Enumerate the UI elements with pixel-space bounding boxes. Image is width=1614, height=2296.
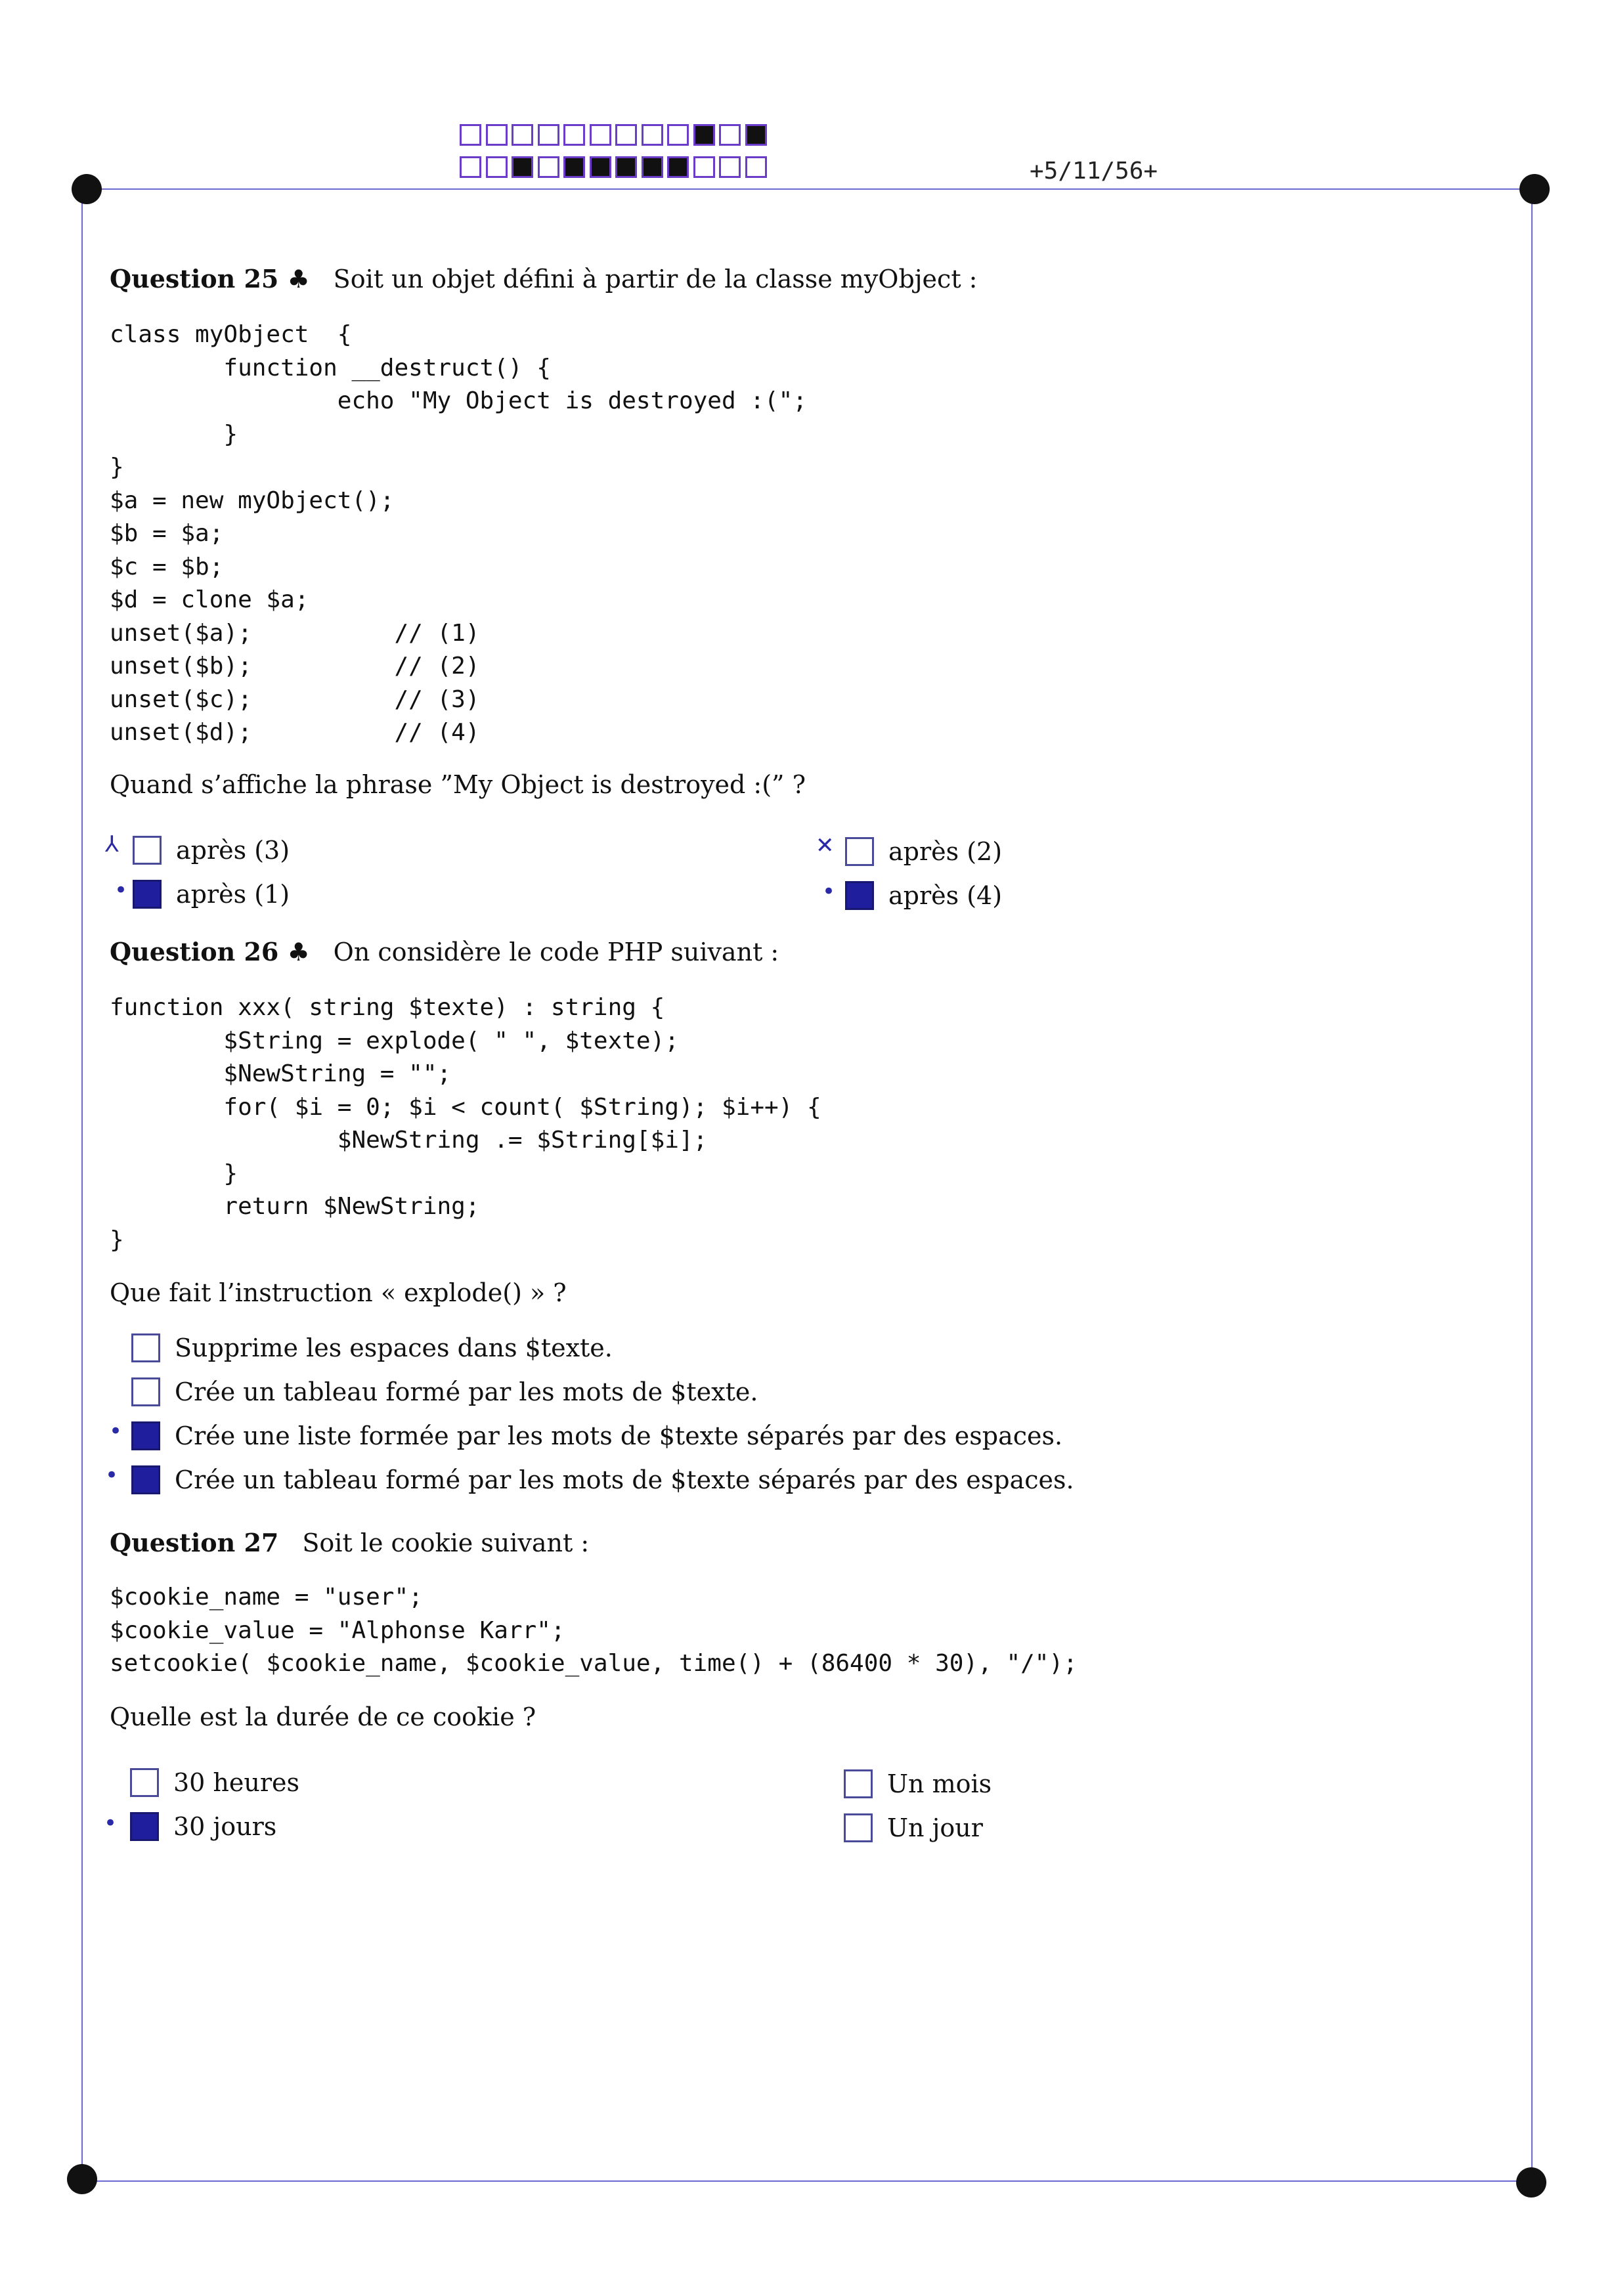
question-27-code: $cookie_name = "user"; $cookie_value = "Alphonse Karr"; setcookie( $cookie_name, $cookie_value, time() + (86400 * 30), "/");: [110, 1584, 1078, 1677]
q26-option-2[interactable]: [131, 1374, 758, 1410]
checkbox[interactable]: [131, 1333, 160, 1362]
barcode-cell: [460, 156, 481, 178]
barcode-cell: [615, 156, 637, 178]
question-27-label: Question 27: [110, 1528, 279, 1557]
barcode-cell: [538, 124, 559, 146]
corner-marker-top-right: [1519, 174, 1550, 204]
q27-option-1[interactable]: [130, 1765, 299, 1800]
question-26-code: function xxx( string $texte) : string { $String = explode( " ", $texte); $NewString = ""; for( $i = 0; $i < count( $String); $i++) { $NewString .= $String[$i]; } return $NewString; }: [110, 994, 821, 1253]
barcode-cell: [486, 156, 508, 178]
barcode-cell: [563, 124, 585, 146]
question-27-prompt: Quelle est la durée de ce cookie ?: [110, 1702, 536, 1731]
barcode-cell: [719, 124, 741, 146]
annotation-dot: •: [104, 1810, 118, 1836]
barcode-cell: [693, 156, 715, 178]
barcode-cell: [745, 124, 767, 146]
barcode-cell: [563, 156, 585, 178]
question-26-text: On considère le code PHP suivant :: [333, 938, 779, 966]
annotation-dot: •: [105, 1462, 119, 1488]
barcode-cell: [512, 156, 533, 178]
annotation-dot: •: [114, 877, 128, 903]
checkbox-checked[interactable]: [845, 881, 874, 910]
q26-option-4[interactable]: [131, 1462, 1074, 1498]
checkbox-checked[interactable]: [131, 1421, 160, 1450]
corner-marker-bottom-right: [1516, 2167, 1546, 2198]
q25-option-4[interactable]: [845, 878, 1002, 913]
question-25-code: class myObject { function __destruct() { echo "My Object is destroyed :("; } } $a = new myObject(); $b = $a; $c = $b; $d = clone $a; unset($a); // (1) unset($b); // (2) unset($c); // (3) unset($d); // (4): [110, 321, 808, 746]
barcode-cell: [512, 124, 533, 146]
option-label: Crée une liste formée par les mots de $texte séparés par des espaces.: [175, 1421, 1063, 1450]
option-label: après (4): [888, 881, 1003, 910]
checkbox[interactable]: [845, 837, 874, 866]
checkbox[interactable]: [844, 1813, 873, 1842]
annotation-dot: •: [822, 878, 836, 905]
checkbox[interactable]: [133, 836, 162, 865]
barcode-cell: [538, 156, 559, 178]
q26-option-3[interactable]: [131, 1418, 1062, 1454]
question-25-label: Question 25 ♣: [110, 264, 310, 293]
barcode-cell: [642, 156, 663, 178]
annotation-cross: ✕: [816, 833, 835, 859]
checkbox-checked[interactable]: [133, 880, 162, 909]
question-25-header: [110, 264, 977, 293]
option-label: après (2): [888, 837, 1003, 866]
question-25-text: Soit un objet défini à partir de la classe myObject :: [333, 265, 978, 293]
barcode-cell: [693, 124, 715, 146]
page-id: +5/11/56+: [1030, 158, 1158, 184]
option-label: Crée un tableau formé par les mots de $texte.: [175, 1377, 758, 1406]
option-label: Un mois: [887, 1769, 992, 1798]
annotation-tick: ⅄: [105, 831, 119, 857]
option-label: 30 heures: [173, 1768, 300, 1797]
q25-option-2[interactable]: [845, 834, 1002, 869]
barcode-cell: [719, 156, 741, 178]
q27-option-2[interactable]: [844, 1766, 992, 1802]
corner-marker-bottom-left: [67, 2164, 97, 2194]
barcode-cell: [667, 156, 689, 178]
question-26-header: [110, 937, 779, 966]
question-27-header: [110, 1528, 589, 1557]
option-label: Un jour: [887, 1813, 983, 1842]
option-label: Supprime les espaces dans $texte.: [175, 1333, 613, 1362]
option-label: après (3): [176, 836, 290, 865]
q25-option-3[interactable]: [133, 877, 290, 912]
checkbox[interactable]: [131, 1377, 160, 1406]
question-25-prompt: Quand s’affiche la phrase ”My Object is destroyed :(” ?: [110, 770, 806, 799]
barcode-cell: [590, 124, 611, 146]
q25-option-1[interactable]: [133, 833, 290, 868]
annotation-dot: •: [109, 1418, 123, 1444]
option-label: 30 jours: [173, 1812, 277, 1841]
question-27-text: Soit le cookie suivant :: [302, 1528, 590, 1557]
checkbox[interactable]: [130, 1768, 159, 1797]
option-label: après (1): [176, 880, 290, 909]
barcode-cell: [642, 124, 663, 146]
checkbox[interactable]: [844, 1769, 873, 1798]
corner-marker-top-left: [72, 174, 102, 204]
checkbox-checked[interactable]: [131, 1465, 160, 1494]
q27-option-3[interactable]: [130, 1809, 276, 1844]
barcode-cell: [590, 156, 611, 178]
barcode-cell: [615, 124, 637, 146]
checkbox-checked[interactable]: [130, 1812, 159, 1841]
barcode-cell: [667, 124, 689, 146]
option-label: Crée un tableau formé par les mots de $texte séparés par des espaces.: [175, 1465, 1074, 1494]
barcode-cell: [460, 124, 481, 146]
barcode-cell: [745, 156, 767, 178]
q27-option-4[interactable]: [844, 1810, 983, 1846]
question-26-label: Question 26 ♣: [110, 937, 310, 966]
question-26-prompt: Que fait l’instruction « explode() » ?: [110, 1278, 567, 1307]
barcode-cell: [486, 124, 508, 146]
q26-option-1[interactable]: [131, 1330, 613, 1366]
